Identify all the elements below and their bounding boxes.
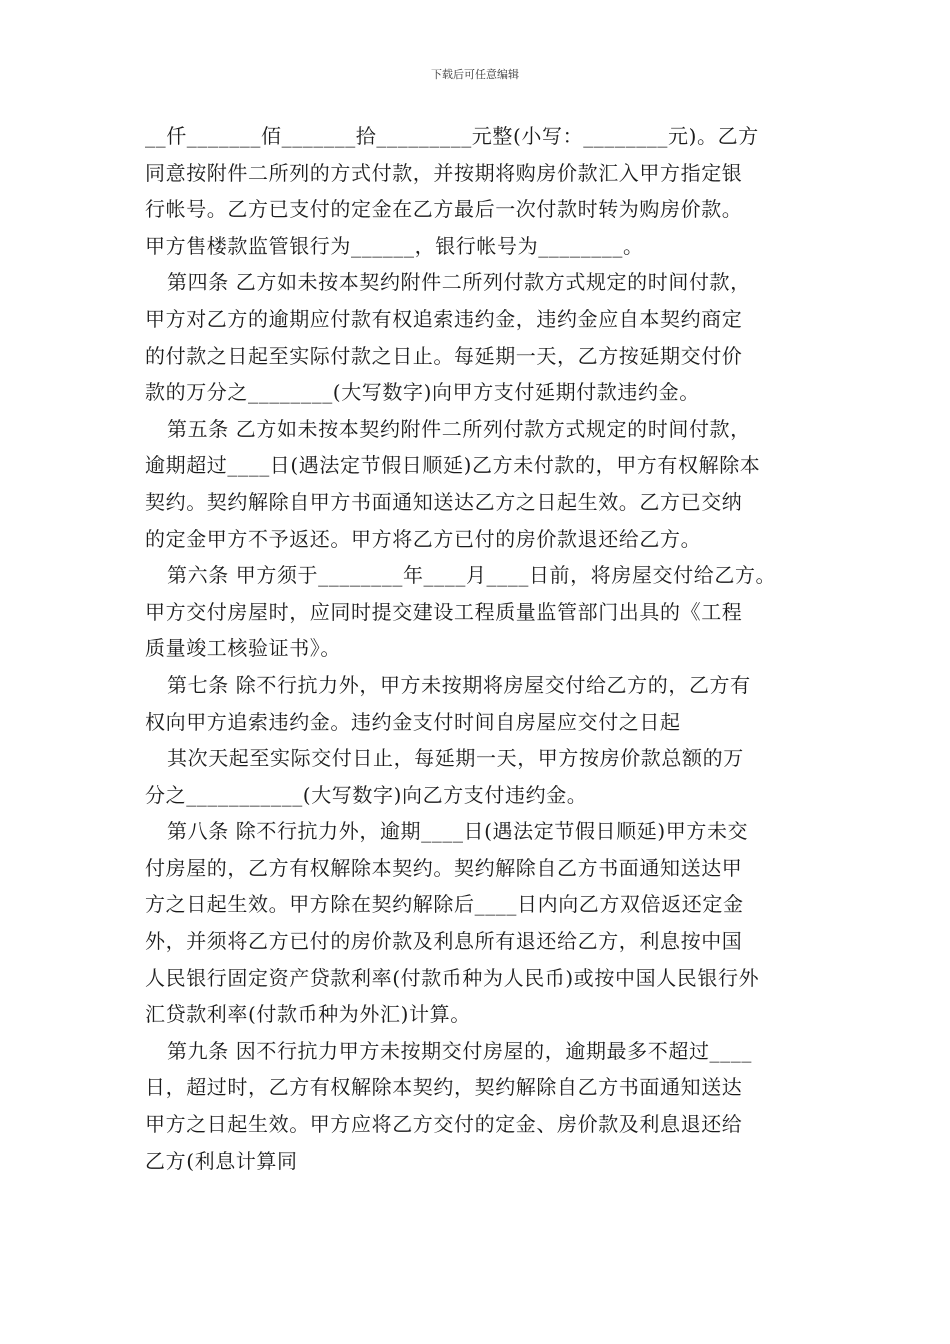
- text-line: 权向甲方追索违约金。违约金支付时间自房屋应交付之日起: [145, 709, 681, 734]
- text-line: 方之日起生效。甲方除在契约解除后____日内向乙方双倍返还定金: [145, 892, 744, 917]
- text-line: 第六条 甲方须于________年____月____日前，将房屋交付给乙方。: [167, 563, 777, 588]
- text-line: 汇贷款利率(付款币种为外汇)计算。: [145, 1002, 471, 1027]
- text-line: 甲方对乙方的逾期应付款有权追索违约金，违约金应自本契约商定: [145, 306, 743, 331]
- text-line: 逾期超过____日(遇法定节假日顺延)乙方未付款的，甲方有权解除本: [145, 453, 761, 478]
- text-line: 付房屋的，乙方有权解除本契约。契约解除自乙方书面通知送达甲: [145, 855, 743, 880]
- paragraph-article-6: [145, 557, 810, 667]
- document-body: [145, 118, 810, 1179]
- paragraph-p1: [145, 118, 810, 264]
- paragraph-article-5: [145, 411, 810, 557]
- text-line: 第七条 除不行抗力外，甲方未按期将房屋交付给乙方的，乙方有: [167, 672, 751, 697]
- paragraph-article-8: [145, 813, 810, 1033]
- text-line: 第八条 除不行抗力外，逾期____日(遇法定节假日顺延)甲方未交: [167, 819, 749, 844]
- text-line: 分之___________(大写数字)向乙方支付违约金。: [145, 782, 588, 807]
- paragraph-article-7-cont: [145, 740, 810, 813]
- text-line: 日，超过时，乙方有权解除本契约，契约解除自乙方书面通知送达: [145, 1075, 743, 1100]
- text-line: 的定金甲方不予返还。甲方将乙方已付的房价款退还给乙方。: [145, 526, 702, 551]
- text-line: 第九条 因不行抗力甲方未按期交付房屋的，逾期最多不超过____: [167, 1038, 752, 1063]
- text-line: 甲方售楼款监管银行为______，银行帐号为________。: [145, 233, 644, 258]
- text-line: 甲方之日起生效。甲方应将乙方交付的定金、房价款及利息退还给: [145, 1112, 743, 1137]
- paragraph-article-9: [145, 1033, 810, 1179]
- text-line: 质量竣工核验证书》。: [145, 636, 341, 661]
- text-line: 契约。契约解除自甲方书面通知送达乙方之日起生效。乙方已交纳: [145, 489, 743, 514]
- text-line: 其次天起至实际交付日止，每延期一天，甲方按房价款总额的万: [167, 746, 744, 771]
- text-line: __仟_______佰_______拾_________元整(小写：________元)。乙方: [145, 124, 759, 148]
- text-line: 的付款之日起至实际付款之日止。每延期一天，乙方按延期交付价: [145, 343, 743, 368]
- text-line: 乙方(利息计算同: [145, 1148, 298, 1173]
- text-line: 甲方交付房屋时，应同时提交建设工程质量监管部门出具的《工程: [145, 599, 743, 624]
- paragraph-article-7: [145, 667, 810, 740]
- text-line: 外，并须将乙方已付的房价款及利息所有退还给乙方，利息按中国: [145, 929, 743, 954]
- text-line: 第五条 乙方如未按本契约附件二所列付款方式规定的时间付款，: [167, 416, 751, 441]
- text-line: 行帐号。乙方已支付的定金在乙方最后一次付款时转为购房价款。: [145, 197, 743, 222]
- paragraph-article-4: [145, 264, 810, 410]
- text-line: 第四条 乙方如未按本契约附件二所列付款方式规定的时间付款，: [167, 270, 751, 295]
- text-line: 人民银行固定资产贷款利率(付款币种为人民币)或按中国人民银行外: [145, 965, 760, 990]
- text-line: 款的万分之________(大写数字)向甲方支付延期付款违约金。: [145, 380, 700, 405]
- text-line: 同意按附件二所列的方式付款，并按期将购房价款汇入甲方指定银: [145, 160, 743, 185]
- page-header: 下载后可任意编辑: [431, 68, 519, 81]
